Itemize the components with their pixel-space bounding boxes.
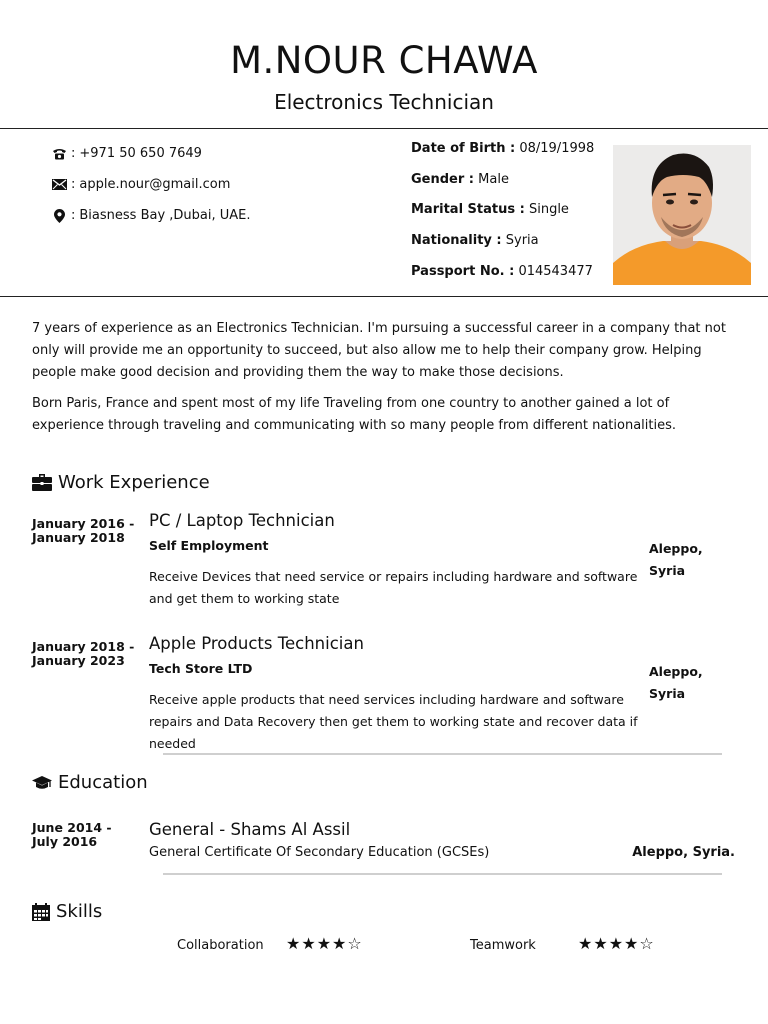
work-role: Apple Products Technician bbox=[149, 634, 364, 653]
work-role: PC / Laptop Technician bbox=[149, 511, 335, 530]
profile-photo bbox=[613, 145, 751, 285]
personal-row-dob: Date of Birth : 08/19/1998 bbox=[411, 141, 595, 156]
candidate-name: M.NOUR CHAWA bbox=[230, 39, 538, 82]
section-divider bbox=[163, 873, 722, 875]
education-heading: Education bbox=[32, 772, 148, 793]
personal-row-marital: Marital Status : Single bbox=[411, 202, 569, 218]
work-dates: January 2016 - January 2018 bbox=[32, 516, 135, 545]
education-degree: General - Shams Al Assil bbox=[149, 820, 351, 839]
personal-details bbox=[411, 138, 594, 291]
work-company: Self Employment bbox=[149, 538, 269, 553]
work-description: Receive Devices that need service or repairs including hardware and software and get them to working state bbox=[149, 569, 638, 606]
address: Biasness Bay ,Dubai, UAE. bbox=[79, 207, 251, 223]
work-entry bbox=[32, 634, 742, 751]
graduation-cap-icon bbox=[32, 775, 52, 791]
resume-header bbox=[0, 0, 768, 128]
work-experience-heading: Work Experience bbox=[32, 472, 210, 493]
summary-paragraph: 7 years of experience as an Electronics Technician. I'm pursuing a successful career in a company that not only will provide me an opportunity to succeed, but also allow me to help their company grow. Helping people make good decision and providing them the way to make those decisions. bbox=[32, 321, 726, 380]
skill-rating-stars: ★★★★☆ bbox=[286, 934, 363, 953]
contact-email-row: : apple.nour@gmail.com bbox=[50, 169, 251, 200]
personal-row-passport: Passport No. : 014543477 bbox=[411, 263, 593, 279]
summary-paragraph: Born Paris, France and spent most of my life Traveling from one country to another gained a lot of experience through traveling and communicating with so many people from different nationalities. bbox=[32, 396, 677, 433]
profile-summary bbox=[32, 318, 740, 446]
skill-rating-stars: ★★★★☆ bbox=[578, 934, 655, 953]
phone-number[interactable]: +971 50 650 7649 bbox=[79, 145, 202, 161]
header-divider bbox=[0, 128, 768, 129]
work-description: Receive apple products that need services including hardware and software repairs and Data Recovery then get them to working state and recover data if needed bbox=[149, 692, 638, 751]
skill-name: Teamwork bbox=[470, 938, 536, 953]
calendar-icon bbox=[32, 903, 50, 921]
work-location: Aleppo, Syria bbox=[649, 664, 703, 701]
contact-phone-row: : +971 50 650 7649 bbox=[50, 138, 251, 169]
personal-row-nationality: Nationality : Syria bbox=[411, 233, 539, 249]
email-address[interactable]: apple.nour@gmail.com bbox=[79, 176, 231, 192]
skills-heading: Skills bbox=[32, 901, 102, 922]
work-dates: January 2018 - January 2023 bbox=[32, 639, 135, 668]
skill-name: Collaboration bbox=[177, 938, 264, 953]
map-marker-icon bbox=[50, 209, 68, 223]
education-dates: June 2014 - July 2016 bbox=[32, 820, 112, 849]
education-description: General Certificate Of Secondary Education (GCSEs) bbox=[149, 845, 490, 860]
work-entry bbox=[32, 511, 742, 617]
section-divider bbox=[163, 753, 722, 755]
work-company: Tech Store LTD bbox=[149, 661, 253, 676]
job-title: Electronics Technician bbox=[274, 90, 494, 114]
contact-address-row: : Biasness Bay ,Dubai, UAE. bbox=[50, 200, 251, 231]
work-location: Aleppo, Syria bbox=[649, 541, 703, 578]
personal-row-gender: Gender : Male bbox=[411, 171, 509, 187]
education-location: Aleppo, Syria. bbox=[632, 845, 735, 860]
briefcase-icon bbox=[32, 474, 52, 491]
contact-block bbox=[50, 138, 251, 231]
phone-icon bbox=[50, 148, 68, 160]
details-divider bbox=[0, 296, 768, 297]
envelope-icon bbox=[50, 179, 68, 190]
